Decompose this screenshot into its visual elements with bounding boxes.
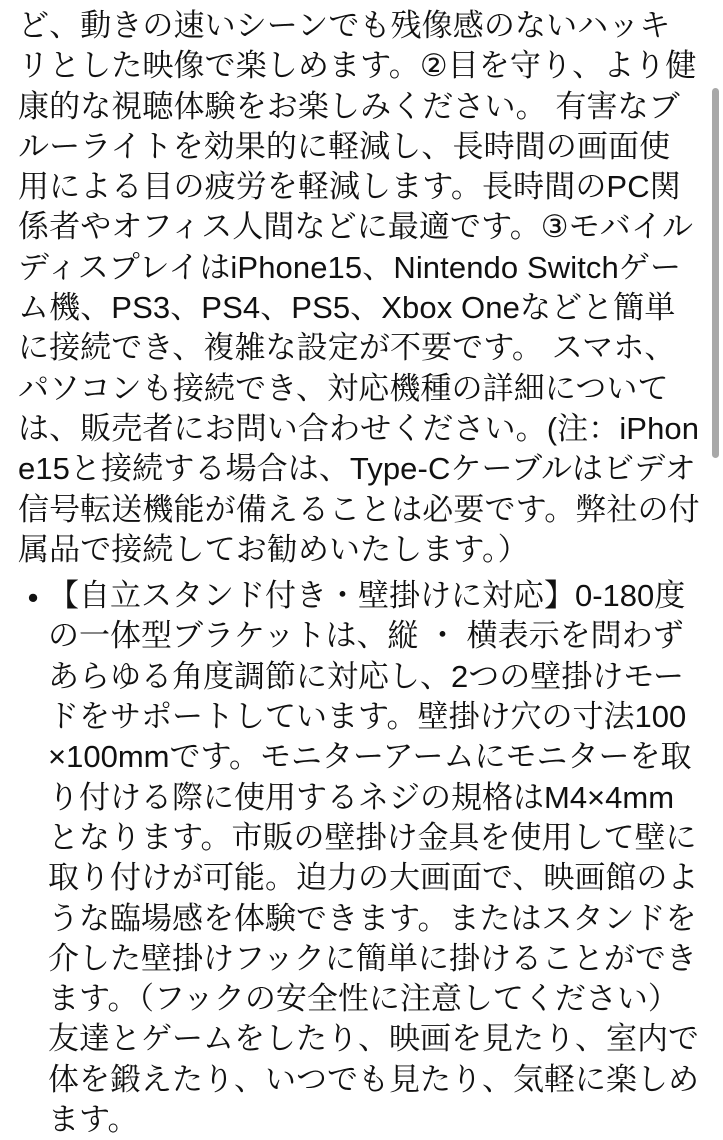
paragraph-features-continued: ど、動きの速いシーンでも残像感のないハッキリとした映像で楽しめます。②目を守り、より健康的な視聴体験をお楽しみください。 有害なブルーライトを効果的に軽減し、長時間の画面使用による目の疲労を軽減します。長時間のPC関係者やオフィス人間などに最適です。③モバイルディスプレイはiPhone15、Nintendo Switchゲーム機、PS3、PS4、PS5、Xbox Oneなどと簡単に接続でき、複雑な設定が不要です。 スマホ、パソコンも接続でき、対応機種の詳細については、販売者にお問い合わせください。(注：iPhone15と接続する場合は、Type-Cケーブルはビデオ信号転送機能が備えることは必要です。弊社の付属品で接続してお勧めいたします。）: [18, 8, 700, 567]
paragraph-stand-and-wall-mount: 【自立スタンド付き・壁掛けに対応】0-180度の一体型ブラケットは、縦 ・ 横表示を問わずあらゆる角度調節に対応し、2つの壁掛けモードをサポートしています。壁掛け穴の寸法100×100mmです。モニターアームにモニターを取り付ける際に使用するネジの規格はM4×4mmとなります。市販の壁掛け金具を使用して壁に取り付けが可能。迫力の大画面で、映画館のような臨場感を体験できます。またはスタンドを介した壁掛けフックに簡単に掛けることができます。（フックの安全性に注意してください）友達とゲームをしたり、映画を見たり、室内で体を鍛えたり、いつでも見たり、気軽に楽しめます。: [48, 578, 699, 1138]
list-item: [18, 576, 701, 1140]
vertical-scrollbar[interactable]: [712, 0, 719, 1080]
scrollbar-thumb[interactable]: [712, 88, 719, 458]
bullet-point-icon: •: [27, 580, 39, 616]
